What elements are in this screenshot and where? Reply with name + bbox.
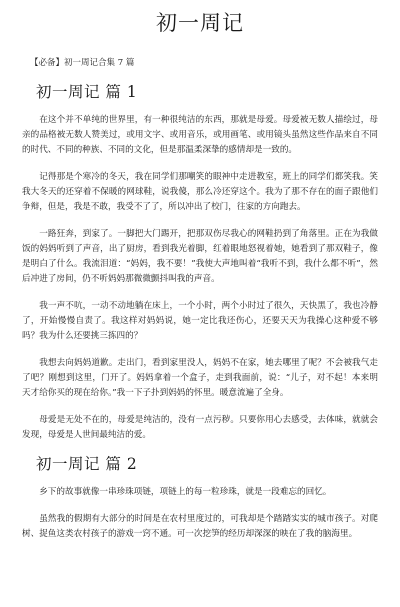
paragraph: 在这个并不单纯的世界里，有一种很纯洁的东西，那就是母爱。母爱被无数人描绘过，母亲的品格被无数人赞美过，或用文字、或用音乐，或用画笔、或用镜头虽然这些作品来自不同的时代、不同的种族、不同的文化，但是那温柔深挚的感情却是一致的。: [22, 115, 378, 155]
paragraph: 我一声不吭，一动不动地躺在床上，一个小时，两个小时过了很久，天快黑了，我也冷静了，开始慢慢自责了。我这样对妈妈说，她一定比我还伤心，还要天天为我操心这种爱不够吗？我为什么还要挑三拣四的？: [22, 301, 378, 341]
paragraph: 母爱是无处不在的，母爱是纯洁的，没有一点污秽。只要你用心去感受，去体味，就就会发现，母爱是人世间最纯洁的爱。: [22, 415, 378, 440]
paragraph: 虽然我的假期有大部分的时间是在农村里度过的，可我却是个踏踏实实的城市孩子。对爬树、捉鱼这类农村孩子的游戏一窍不通。可一次挖笋的经历却深深的映在了我的脑海里。: [22, 514, 378, 539]
section-heading: 初一周记 篇 1: [36, 83, 138, 101]
paragraph: 我想去向妈妈道歉。走出门，看到家里没人，妈妈不在家，她去哪里了呢？不会被我气走了吧？刚想到这里，门开了。妈妈拿着一个盒子，走到我面前，说：“儿子，对不起！本来明天才给你买的现在给你。”我一下子扑到妈妈的怀里。暖意流遍了全身。: [22, 358, 378, 398]
paragraph: 一路狂奔，到家了。一脚把大门踢开，把那双伤尽我心的网鞋扔到了角落里。正在为我做饭的妈妈听到了声音，出了厨房，看到我光着脚，红着眼地怒视着她，她看到了那双鞋子，像是明白了什么。我流泪道：“妈妈，我不要！”我使大声地叫着“我听不到，我什么都不听”，然后冲进了房间，仍不听妈妈那微微颤抖叫我的声音。: [22, 229, 378, 284]
section-1: [22, 83, 378, 443]
document-subtitle: 【必备】初一周记合集 7 篇: [30, 58, 135, 68]
section-heading: 初一周记 篇 2: [36, 455, 138, 473]
document-title: 初一周记: [156, 11, 244, 35]
paragraph: 乡下的故事就像一串珍珠项链，项链上的每一粒珍珠，就是一段难忘的回忆。: [39, 487, 332, 497]
section-2: [22, 455, 378, 542]
paragraph: 记得那是个寒冷的冬天，我在同学们那嘲笑的眼神中走进教室，班上的同学们都笑我。笑我大冬天的还穿着不保暖的网球鞋，说我傻，那么冷还穿这个。我为了那不存在的面子跟他们争辩，但是，我是不敢，我受不了了，所以冲出了校门，往家的方向跑去。: [22, 172, 378, 212]
